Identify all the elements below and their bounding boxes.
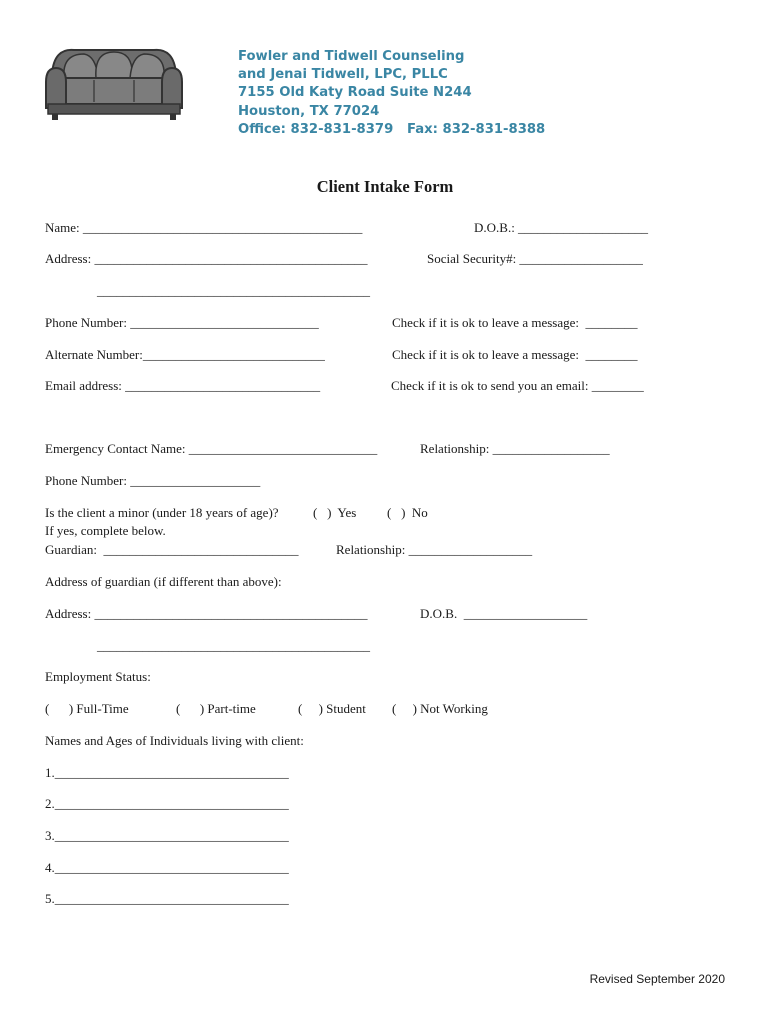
sofa-icon [44,44,184,127]
household-member-2[interactable]: 2.____________________________________ [45,796,289,811]
guardian-address-field[interactable]: Address: __________________________________________ [45,606,368,621]
phone-field[interactable]: Phone Number: _____________________________ [45,315,319,330]
employment-fulltime-checkbox[interactable]: ( ) Full-Time [45,701,129,716]
emergency-relationship-field[interactable]: Relationship: __________________ [420,441,610,456]
letterhead [238,48,545,139]
practice-name: Fowler and Tidwell Counseling [238,49,465,64]
guardian-relationship-field[interactable]: Relationship: ___________________ [336,542,533,557]
city-state-zip: Houston, TX 77024 [238,103,380,119]
household-member-1[interactable]: 1.____________________________________ [45,765,289,780]
guardian-field[interactable]: Guardian: ______________________________ [45,542,299,557]
ssn-field[interactable]: Social Security#: ___________________ [427,251,643,266]
employment-student-checkbox[interactable]: ( ) Student [298,701,366,716]
street-address: 7155 Old Katy Road Suite N244 [238,85,472,101]
office-fax: Office: 832-831-8379 Fax: 832-831-8388 [238,121,546,137]
address-field[interactable]: Address: __________________________________________ [45,251,368,266]
minor-question: Is the client a minor (under 18 years of age)? [45,505,279,520]
name-field[interactable]: Name: ___________________________________________ [45,220,363,235]
message-ok-field-1[interactable]: Check if it is ok to leave a message: ________ [392,315,638,330]
email-field[interactable]: Email address: ______________________________ [45,378,321,393]
dob-field[interactable]: D.O.B.: ____________________ [474,220,649,235]
employment-notworking-checkbox[interactable]: ( ) Not Working [392,701,488,716]
minor-no-checkbox[interactable]: ( ) No [387,505,428,520]
address-line2-field[interactable]: __________________________________________ [97,283,370,298]
alternate-phone-field[interactable]: Alternate Number:____________________________ [45,347,325,362]
form-title: Client Intake Form [316,177,454,196]
employment-parttime-checkbox[interactable]: ( ) Part-time [176,701,256,716]
guardian-address-line2-field[interactable]: __________________________________________ [97,638,370,653]
email-ok-field[interactable]: Check if it is ok to send you an email: ________ [391,378,644,393]
revision-note: Revised September 2020 [589,972,725,986]
household-member-5[interactable]: 5.____________________________________ [45,891,289,906]
guardian-address-label: Address of guardian (if different than above): [45,574,282,589]
practice-owner: and Jenai Tidwell, LPC, PLLC [238,67,448,83]
message-ok-field-2[interactable]: Check if it is ok to leave a message: ________ [392,347,638,362]
guardian-dob-field[interactable]: D.O.B. ___________________ [420,606,588,621]
employment-status-label: Employment Status: [45,669,151,684]
emergency-phone-field[interactable]: Phone Number: ____________________ [45,473,261,488]
minor-yes-checkbox[interactable]: ( ) Yes [313,505,357,520]
household-member-3[interactable]: 3.____________________________________ [45,828,289,843]
if-yes-note: If yes, complete below. [45,523,166,538]
emergency-contact-name-field[interactable]: Emergency Contact Name: _____________________________ [45,441,378,456]
household-member-4[interactable]: 4.____________________________________ [45,860,289,875]
household-label: Names and Ages of Individuals living with client: [45,733,304,748]
